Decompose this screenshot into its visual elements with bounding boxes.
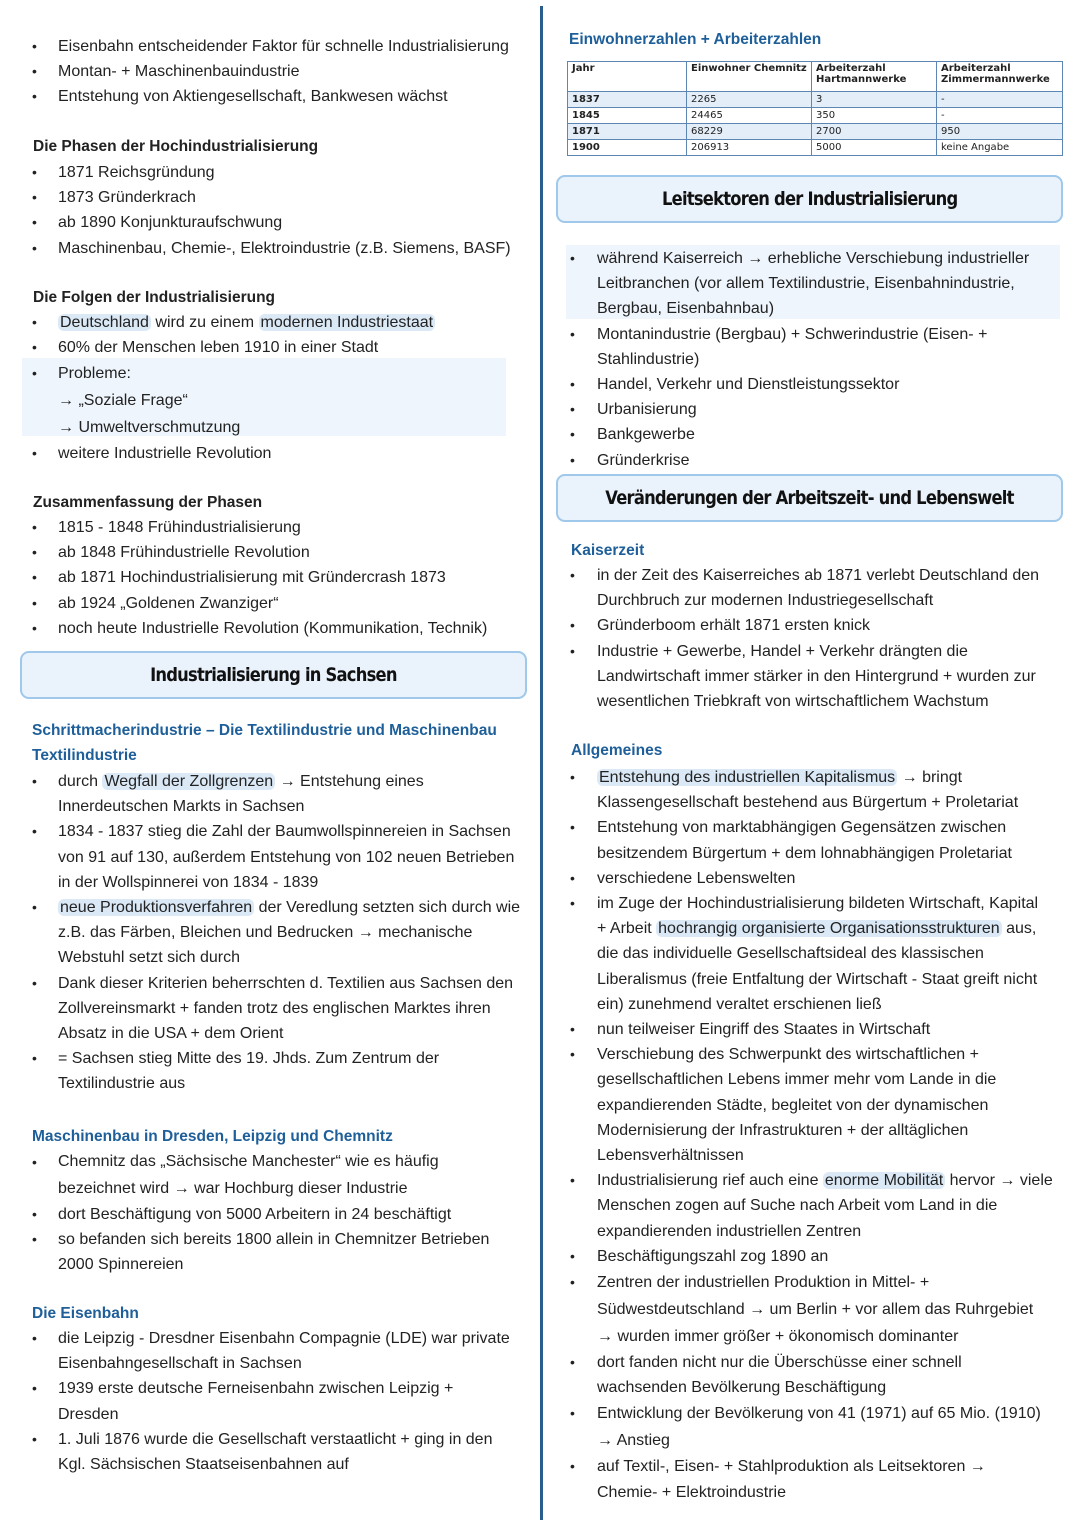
phasen-list bbox=[20, 160, 528, 261]
list-item: • Industrialisierung rief auch eine enorme Mobilität hervor → viele Menschen zogen auf Suche nach Arbeit vom Land in die expandierenden industriellen Zentren bbox=[570, 1172, 1053, 1240]
list-item: • dort fanden nicht nur die Überschüsse einer schnell wachsenden Bevölkerung Beschäftigung bbox=[570, 1354, 962, 1397]
list-item: • ab 1924 „Goldenen Zwanziger“ bbox=[32, 594, 279, 612]
list-item: • ab 1871 Hochindustrialisierung mit Gründercrash 1873 bbox=[32, 569, 446, 587]
population-table bbox=[567, 61, 1063, 156]
eisenbahn-list bbox=[20, 1326, 528, 1477]
allgemeines-list bbox=[556, 765, 1064, 1505]
list-item: • Entstehung von Aktiengesellschaft, Bankwesen wächst bbox=[32, 88, 448, 106]
list-item: • Probleme: → „Soziale Frage“ → Umweltverschmutzung bbox=[32, 365, 241, 437]
table-cell: 3 bbox=[812, 92, 937, 108]
list-item: • 1834 - 1837 stieg die Zahl der Baumwollspinnereien in Sachsen von 91 auf 130, außerdem Entstehung von 102 neuen Betrieben in der Wollspinnerei von 1834 - 1839 bbox=[32, 823, 515, 891]
heading-eisenbahn: Die Eisenbahn bbox=[32, 1305, 139, 1322]
list-item: • verschiedene Lebenswelten bbox=[570, 869, 796, 887]
list-item: • Montanindustrie (Bergbau) + Schwerindustrie (Eisen- + Stahlindustrie) bbox=[570, 325, 988, 368]
table-cell: 2265 bbox=[687, 92, 812, 108]
table-cell: 2700 bbox=[812, 124, 937, 140]
list-item: • 1815 - 1848 Frühindustrialisierung bbox=[32, 519, 301, 536]
table-cell: keine Angabe bbox=[937, 140, 1063, 156]
list-item: • Montan- + Maschinenbauindustrie bbox=[32, 63, 300, 81]
list-item: • 1871 Reichsgründung bbox=[32, 164, 215, 181]
list-item: • weitere Industrielle Revolution bbox=[32, 445, 272, 463]
list-item: • Deutschland wird zu einem modernen Industriestaat bbox=[32, 314, 434, 331]
table-cell: 950 bbox=[937, 124, 1063, 140]
heading-schrittmacher: Schrittmacherindustrie – Die Textilindustrie und Maschinenbau bbox=[32, 722, 497, 739]
section-box-leitsektoren: Leitsektoren der Industrialisierung bbox=[556, 175, 1063, 223]
list-item: • Bankgewerbe bbox=[570, 426, 695, 444]
table-row bbox=[568, 124, 1063, 140]
list-item: • Industrie + Gewerbe, Handel + Verkehr drängten die Landwirtschaft immer stärker in den Hintergrund + wurden zur wesentlichen Triebkraft von wirtschaftlichem Wachstum bbox=[570, 642, 1036, 711]
list-item: • Entstehung des industriellen Kapitalismus → bringt Klassengesellschaft bestehend aus Bürgertum + Proletariat bbox=[570, 769, 1019, 812]
table-cell: 1900 bbox=[568, 140, 687, 156]
table-cell: 1837 bbox=[568, 92, 687, 108]
list-item: • dort Beschäftigung von 5000 Arbeitern in 24 beschäftigt bbox=[32, 1206, 452, 1223]
list-item: • Urbanisierung bbox=[570, 401, 697, 419]
table-row bbox=[568, 108, 1063, 124]
maschinenbau-list bbox=[20, 1149, 528, 1278]
list-item: • nun teilweiser Eingriff des Staates in Wirtschaft bbox=[570, 1021, 931, 1039]
list-item: • Eisenbahn entscheidender Faktor für schnelle Industrialisierung bbox=[32, 38, 509, 55]
table-cell: 68229 bbox=[687, 124, 812, 140]
heading-kaiserzeit: Kaiserzeit bbox=[571, 542, 645, 559]
list-item: • Gründerboom erhält 1871 ersten knick bbox=[570, 617, 871, 635]
table-header: Arbeiterzahl Zimmermannwerke bbox=[937, 62, 1063, 92]
list-item: • Verschiebung des Schwerpunkt des wirtschaftlichen + gesellschaftlichen Lebens immer mehr vom Lande in die expandierenden Städte, begleitet von der dynamischen Modernisierung der Infrastrukturen + der alltäglichen Lebensverhältnissen bbox=[570, 1046, 997, 1165]
list-item: • ab 1890 Konjunkturaufschwung bbox=[32, 214, 283, 232]
list-item: • neue Produktionsverfahren der Veredlung setzten sich durch wie z.B. das Färben, Bleichen und Bedrucken → mechanische Webstuhl setzt sich durch bbox=[32, 899, 521, 967]
heading-folgen: Die Folgen der Industrialisierung bbox=[33, 289, 276, 306]
heading-maschinenbau: Maschinenbau in Dresden, Leipzig und Chemnitz bbox=[32, 1128, 393, 1145]
table-cell: 5000 bbox=[812, 140, 937, 156]
heading-phasen: Die Phasen der Hochindustrialisierung bbox=[33, 138, 319, 155]
list-item: • noch heute Industrielle Revolution (Kommunikation, Technik) bbox=[32, 619, 488, 637]
section-box-sachsen: Industrialisierung in Sachsen bbox=[20, 651, 527, 699]
intro-list bbox=[20, 34, 528, 110]
list-item: • = Sachsen stieg Mitte des 19. Jhds. Zum Zentrum der Textilindustrie aus bbox=[32, 1050, 440, 1093]
zusammenfassung-list bbox=[20, 515, 528, 641]
table-cell: 206913 bbox=[687, 140, 812, 156]
list-item: • die Leipzig - Dresdner Eisenbahn Compagnie (LDE) war private Eisenbahngesellschaft in Sachsen bbox=[32, 1330, 510, 1373]
heading-einwohner: Einwohnerzahlen + Arbeiterzahlen bbox=[569, 31, 822, 48]
list-item: • Gründerkrise bbox=[570, 451, 690, 469]
table-cell: - bbox=[937, 108, 1063, 124]
table-header: Einwohner Chemnitz bbox=[687, 62, 812, 92]
list-item: • 60% der Menschen leben 1910 in einer Stadt bbox=[32, 339, 379, 357]
list-item: • Handel, Verkehr und Dienstleistungssektor bbox=[570, 376, 900, 394]
list-item: • Dank dieser Kriterien beherrschten d. Textilien aus Sachsen den Zollvereinsmarkt + fanden trotz des englischen Marktes ihren Absatz in die USA + dem Orient bbox=[32, 974, 514, 1043]
table-row bbox=[568, 140, 1063, 156]
list-item: • Chemnitz das „Sächsische Manchester“ wie es häufig bezeichnet wird → war Hochburg dieser Industrie bbox=[32, 1153, 439, 1197]
list-item: • Zentren der industriellen Produktion in Mittel- + Südwestdeutschland → um Berlin + vor allem das Ruhrgebiet → wurden immer größer + ökonomisch dominanter bbox=[570, 1274, 1034, 1346]
list-item: • Entwicklung der Bevölkerung von 41 (1971) auf 65 Mio. (1910) → Anstieg bbox=[570, 1405, 1041, 1450]
section-box-arbeitszeit: Veränderungen der Arbeitszeit- und Lebenswelt bbox=[556, 474, 1063, 522]
table-cell: 1871 bbox=[568, 124, 687, 140]
list-item: • im Zuge der Hochindustrialisierung bildeten Wirtschaft, Kapital + Arbeit hochrangig organisierte Organisationsstrukturen aus, die das individuelle Gesellschaftsideal des klassischen Liberalismus (freie Entfaltung der Wirtschaft - Staat greift nicht ein) zunehmend veraltet erschienen ließ bbox=[570, 895, 1039, 1013]
kaiserzeit-list bbox=[556, 563, 1064, 714]
table-cell: 1845 bbox=[568, 108, 687, 124]
list-item: • 1873 Gründerkrach bbox=[32, 189, 196, 207]
list-item: • in der Zeit des Kaiserreiches ab 1871 verlebt Deutschland den Durchbruch zur modernen Industriegesellschaft bbox=[570, 567, 1040, 610]
table-cell: 350 bbox=[812, 108, 937, 124]
heading-textilindustrie: Textilindustrie bbox=[32, 747, 137, 764]
list-item: • auf Textil-, Eisen- + Stahlproduktion als Leitsektoren → Chemie- + Elektroindustrie bbox=[570, 1458, 986, 1501]
list-item: • 1939 erste deutsche Ferneisenbahn zwischen Leipzig + Dresden bbox=[32, 1380, 454, 1423]
list-item: • Maschinenbau, Chemie-, Elektroindustrie (z.B. Siemens, BASF) bbox=[32, 239, 511, 257]
table-cell: - bbox=[937, 92, 1063, 108]
list-item: • Entstehung von marktabhängigen Gegensätzen zwischen besitzendem Bürgertum + dem lohnabhängigen Proletariat bbox=[570, 819, 1012, 862]
column-divider bbox=[540, 6, 543, 1520]
textil-list bbox=[20, 769, 528, 1097]
list-item: • ab 1848 Frühindustrielle Revolution bbox=[32, 544, 310, 562]
table-row bbox=[568, 92, 1063, 108]
table-header: Jahr bbox=[568, 62, 687, 92]
list-item: • während Kaiserreich → erhebliche Verschiebung industrieller Leitbranchen (vor allem Textilindustrie, Eisenbahnindustrie, Bergbau, Eisenbahnbau) bbox=[570, 250, 1030, 318]
list-item: • 1. Juli 1876 wurde die Gesellschaft verstaatlicht + ging in den Kgl. Sächsischen Staatseisenbahnen auf bbox=[32, 1430, 493, 1474]
list-item: • so befanden sich bereits 1800 allein in Chemnitzer Betrieben 2000 Spinnereien bbox=[32, 1231, 490, 1274]
table-header-row bbox=[568, 62, 1063, 92]
heading-allgemeines: Allgemeines bbox=[571, 742, 663, 759]
leitsektoren-list bbox=[556, 246, 1064, 473]
heading-zusammenfassung: Zusammenfassung der Phasen bbox=[33, 494, 263, 511]
table-cell: 24465 bbox=[687, 108, 812, 124]
folgen-list bbox=[20, 310, 528, 467]
list-item: • durch Wegfall der Zollgrenzen → Entstehung eines Innerdeutschen Markts in Sachsen bbox=[32, 773, 424, 816]
table-header: Arbeiterzahl Hartmannwerke bbox=[812, 62, 937, 92]
list-item: • Beschäftigungszahl zog 1890 an bbox=[570, 1247, 829, 1265]
